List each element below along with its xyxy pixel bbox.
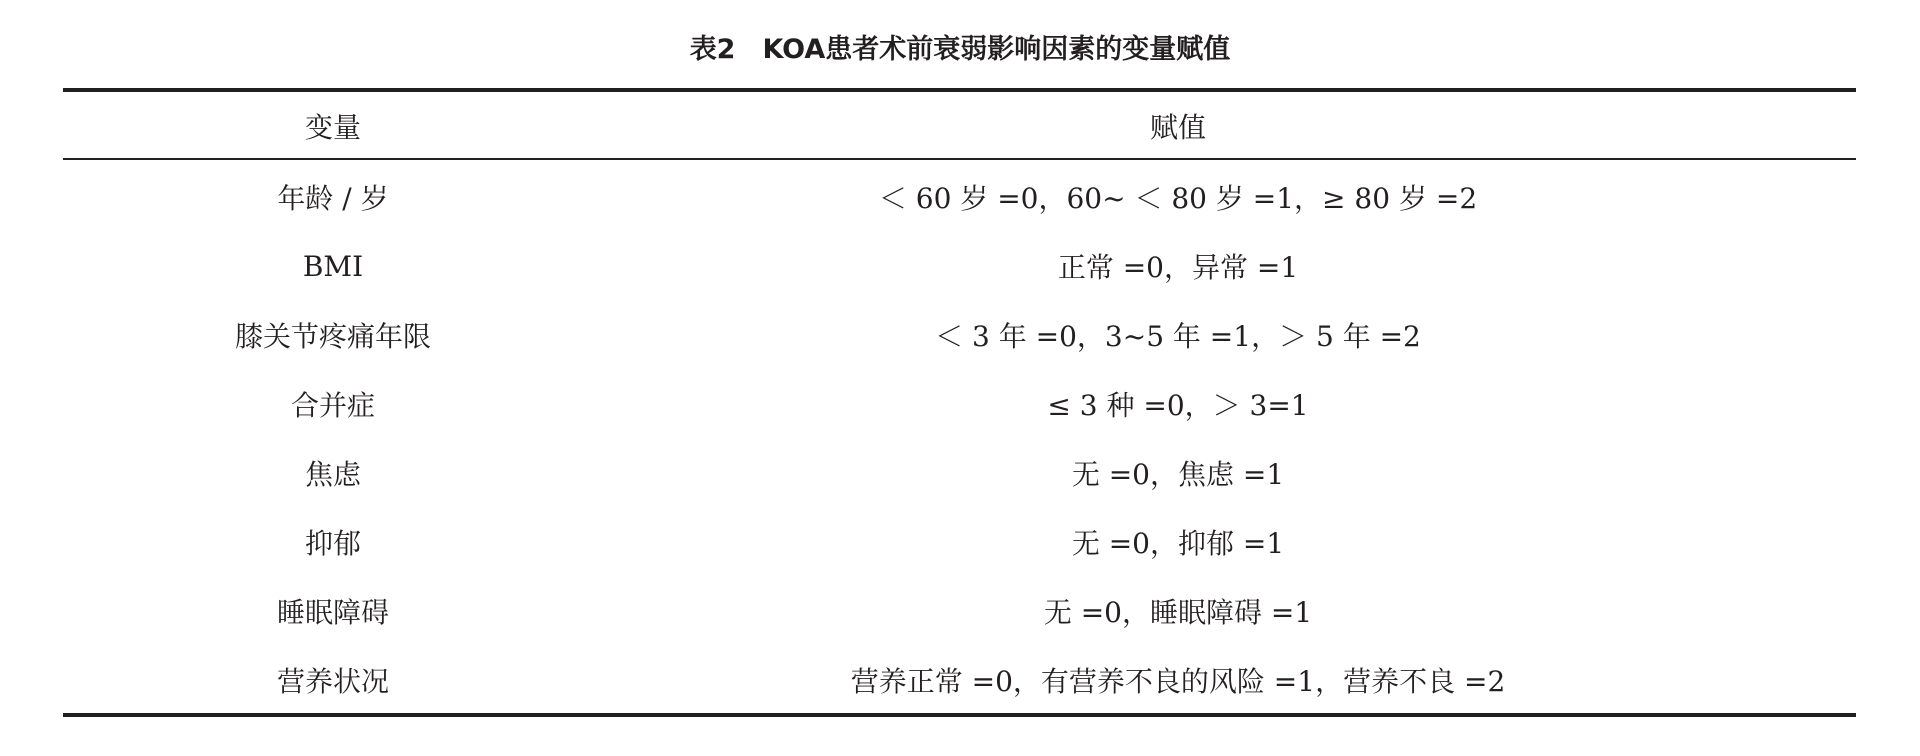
row-assignment: 正常 =0，异常 =1 [1057, 251, 1299, 284]
table-row [63, 236, 1856, 296]
header-assignment: 赋值 [1149, 111, 1206, 144]
row-variable: 合并症 [290, 389, 375, 422]
table-row [63, 581, 1856, 641]
row-variable: 抑郁 [304, 527, 361, 560]
row-assignment: ＜ 60 岁 =0，60~ ＜ 80 岁 =1，≥ 80 岁 =2 [878, 182, 1478, 215]
row-assignment: 无 =0，睡眠障碍 =1 [1043, 596, 1313, 629]
table-top-rule [63, 88, 1856, 92]
table-header-rule [63, 158, 1856, 160]
table-row [63, 167, 1856, 227]
table-row [63, 443, 1856, 503]
row-variable: BMI [302, 249, 364, 283]
table-row [63, 305, 1856, 365]
row-variable: 焦虑 [304, 458, 361, 491]
row-variable: 营养状况 [276, 665, 389, 698]
row-assignment: 无 =0，抑郁 =1 [1071, 527, 1285, 560]
table-row [63, 650, 1856, 710]
row-variable: 睡眠障碍 [276, 596, 389, 629]
row-assignment: 无 =0，焦虑 =1 [1071, 458, 1285, 491]
table-header-row [63, 96, 1856, 156]
table-row [63, 512, 1856, 572]
row-assignment: ＜ 3 年 =0，3~5 年 =1，＞ 5 年 =2 [935, 320, 1421, 353]
row-assignment: ≤ 3 种 =0，＞ 3=1 [1047, 389, 1309, 422]
table-caption: 表2 KOA患者术前衰弱影响因素的变量赋值 [689, 34, 1231, 65]
header-variable: 变量 [304, 111, 361, 144]
table-row [63, 374, 1856, 434]
row-variable: 年龄 / 岁 [277, 182, 389, 215]
table-bottom-rule [63, 713, 1856, 717]
row-assignment: 营养正常 =0，有营养不良的风险 =1，营养不良 =2 [850, 665, 1506, 698]
row-variable: 膝关节疼痛年限 [234, 320, 431, 353]
